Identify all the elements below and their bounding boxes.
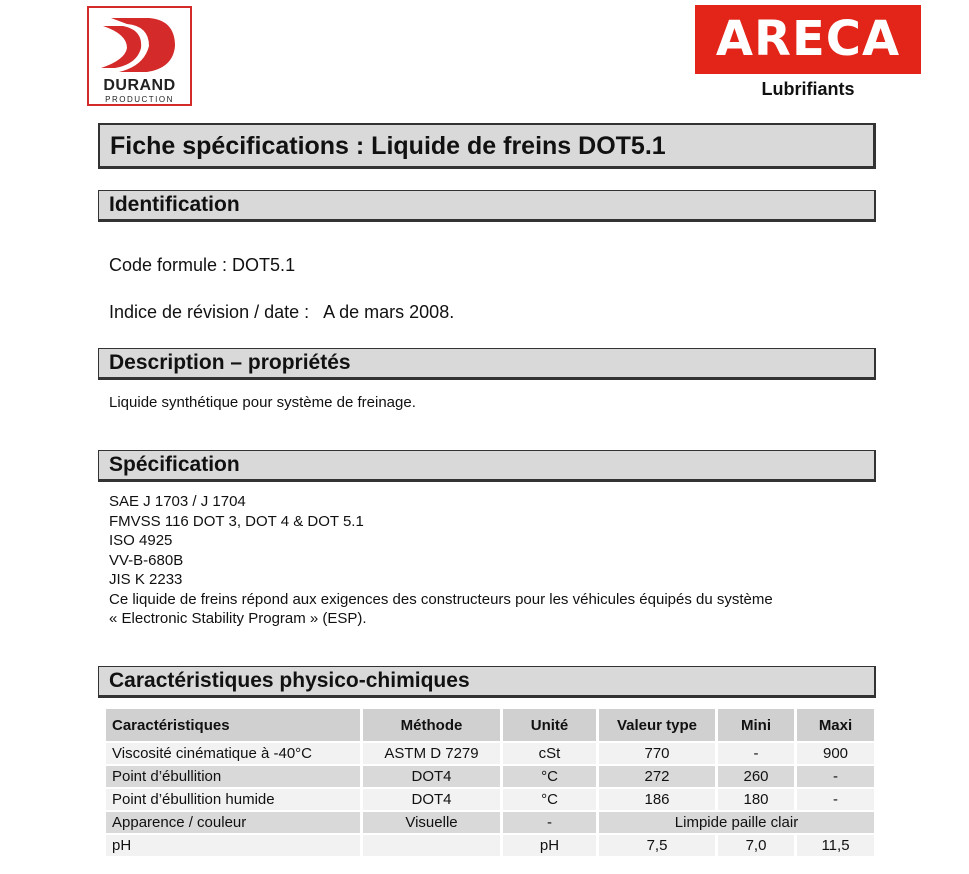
table-cell: Limpide paille clair (599, 812, 874, 833)
table-header-row (106, 709, 874, 741)
revision-date: Indice de révision / date : A de mars 2008. (109, 302, 455, 322)
description-text: Liquide synthétique pour système de freinage. (109, 394, 416, 411)
section-heading: Caractéristiques physico-chimiques (109, 669, 470, 692)
table-row (106, 789, 874, 810)
table-cell: Point d’ébullition (106, 766, 360, 787)
table-cell: - (797, 789, 874, 810)
areca-logo (695, 5, 921, 74)
table-cell: Point d’ébullition humide (106, 789, 360, 810)
durand-production-logo (87, 6, 192, 106)
table-cell: 7,0 (718, 835, 794, 856)
table-cell: Apparence / couleur (106, 812, 360, 833)
table-cell (363, 835, 500, 856)
table-cell: Visuelle (363, 812, 500, 833)
column-header: Caractéristiques (106, 709, 360, 741)
durand-logo-name: DURAND (103, 77, 176, 94)
table-row (106, 743, 874, 764)
spec-line: VV-B-680B (109, 551, 184, 569)
table-cell: °C (503, 766, 596, 787)
section-heading: Spécification (109, 453, 240, 476)
table-cell: cSt (503, 743, 596, 764)
spec-line: « Electronic Stability Program » (ESP). (109, 610, 367, 627)
areca-logo-name: ARECA (715, 11, 901, 67)
column-header: Mini (718, 709, 794, 741)
table-cell: Viscosité cinématique à -40°C (106, 743, 360, 764)
specification-list (109, 492, 773, 629)
table-row (106, 812, 874, 833)
column-header: Unité (503, 709, 596, 741)
durand-logo-subtitle: PRODUCTION (105, 95, 174, 104)
properties-table (103, 707, 877, 858)
table-cell: DOT4 (363, 766, 500, 787)
table-cell: 180 (718, 789, 794, 810)
spec-line: FMVSS 116 DOT 3, DOT 4 & DOT 5.1 (109, 512, 364, 530)
column-header: Maxi (797, 709, 874, 741)
section-identification (98, 190, 876, 222)
table-cell: 260 (718, 766, 794, 787)
section-specification (98, 450, 876, 482)
table-cell: pH (106, 835, 360, 856)
column-header: Méthode (363, 709, 500, 741)
spec-line: Ce liquide de freins répond aux exigences des constructeurs pour les véhicules équipés du système (109, 590, 773, 608)
table-cell: ASTM D 7279 (363, 743, 500, 764)
table-cell: pH (503, 835, 596, 856)
section-physico-chimiques (98, 666, 876, 698)
document-title-box (98, 123, 876, 169)
table-cell: - (797, 766, 874, 787)
table-cell: - (718, 743, 794, 764)
table-cell: 7,5 (599, 835, 715, 856)
table-cell: - (503, 812, 596, 833)
document-title: Fiche spécifications : Liquide de freins DOT5.1 (110, 132, 666, 160)
table-cell: 186 (599, 789, 715, 810)
table-cell: 900 (797, 743, 874, 764)
section-heading: Description – propriétés (109, 351, 351, 374)
table-cell: 272 (599, 766, 715, 787)
code-formule: Code formule : DOT5.1 (109, 255, 296, 275)
section-heading: Identification (109, 193, 240, 216)
column-header: Valeur type (599, 709, 715, 741)
table-cell: DOT4 (363, 789, 500, 810)
spec-line: SAE J 1703 / J 1704 (109, 493, 246, 510)
table-row (106, 835, 874, 856)
section-description (98, 348, 876, 380)
table-cell: °C (503, 789, 596, 810)
table-cell: 770 (599, 743, 715, 764)
table-row (106, 766, 874, 787)
areca-logo-subtitle: Lubrifiants (761, 79, 855, 99)
spec-line: JIS K 2233 (109, 571, 183, 588)
spec-line: ISO 4925 (109, 532, 173, 549)
table-cell: 11,5 (797, 835, 874, 856)
